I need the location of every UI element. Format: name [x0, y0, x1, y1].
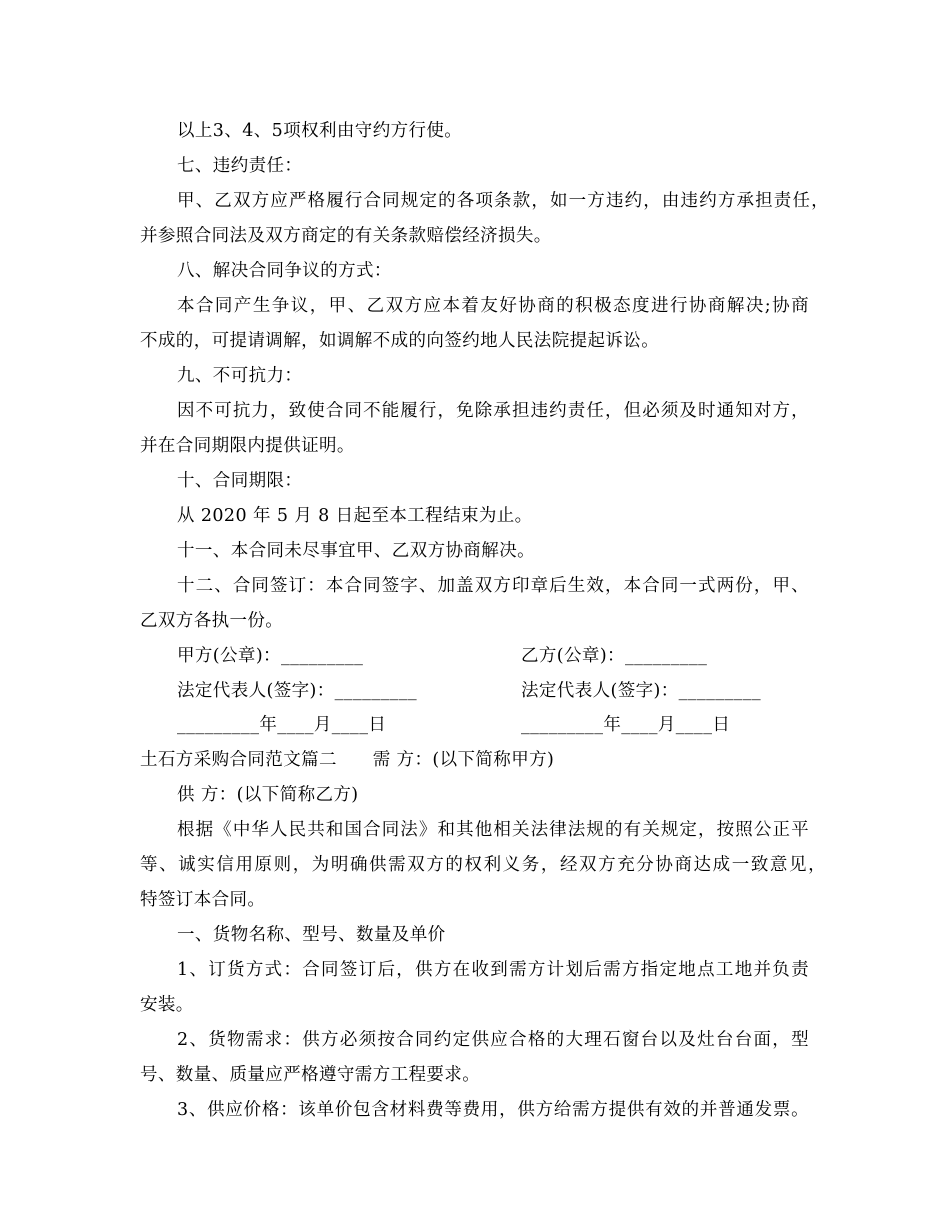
party-a-date-field: _________年____月____日 — [177, 715, 387, 735]
paragraph-line: 安装。 — [140, 995, 194, 1015]
section-heading: 七、违约责任： — [177, 156, 303, 176]
paragraph-line: 因不可抗力，致使合同不能履行，免除承担违约责任，但必须及时通知对方， — [177, 401, 809, 421]
paragraph-line: 乙双方各执一份。 — [140, 611, 284, 631]
paragraph-line: 从 2020 年 5 月 8 日起至本工程结束为止。 — [177, 506, 533, 526]
paragraph-line: 甲、乙双方应严格履行合同规定的各项条款，如一方违约，由违约方承担责任， — [177, 191, 829, 211]
section-heading: 九、不可抗力： — [177, 366, 303, 386]
section-heading: 十、合同期限： — [177, 471, 303, 491]
paragraph-line: 根据《中华人民共和国合同法》和其他相关法律法规的有关规定，按照公正平 — [177, 820, 809, 840]
paragraph-line: 以上3、4、5项权利由守约方行使。 — [177, 121, 463, 141]
document-title-line: 土石方采购合同范文篇二 需 方：(以下简称甲方) — [140, 750, 555, 770]
paragraph-line: 等、诚实信用原则，为明确供需双方的权利义务，经双方充分协商达成一致意见， — [140, 855, 826, 875]
party-b-date-field: _________年____月____日 — [521, 715, 731, 735]
party-b-seal-field: 乙方(公章)：_________ — [521, 646, 708, 666]
paragraph-line: 并在合同期限内提供证明。 — [140, 436, 355, 456]
paragraph-line: 2、货物需求：供方必须按合同约定供应合格的大理石窗台以及灶台台面，型 — [177, 1030, 809, 1050]
party-b-representative-field: 法定代表人(签字)：_________ — [521, 681, 762, 701]
paragraph-line: 不成的，可提请调解，如调解不成的向签约地人民法院提起诉讼。 — [140, 331, 660, 351]
paragraph-line: 特签订本合同。 — [140, 890, 266, 910]
party-a-seal-field: 甲方(公章)：_________ — [177, 646, 364, 666]
paragraph-line: 并参照合同法及双方商定的有关条款赔偿经济损失。 — [140, 226, 552, 246]
section-heading: 一、货物名称、型号、数量及单价 — [177, 925, 446, 945]
paragraph-line: 3、供应价格：该单价包含材料费等费用，供方给需方提供有效的并普通发票。 — [177, 1100, 809, 1120]
party-a-representative-field: 法定代表人(签字)：_________ — [177, 681, 418, 701]
paragraph-line: 供 方：(以下简称乙方) — [177, 785, 359, 805]
section-heading: 十二、合同签订：本合同签字、加盖双方印章后生效，本合同一式两份，甲、 — [177, 576, 809, 596]
section-heading: 十一、本合同未尽事宜甲、乙双方协商解决。 — [177, 541, 535, 561]
paragraph-line: 1、订货方式：合同签订后，供方在收到需方计划后需方指定地点工地并负责 — [177, 960, 809, 980]
section-heading: 八、解决合同争议的方式： — [177, 261, 392, 281]
paragraph-line: 本合同产生争议，甲、乙双方应本着友好协商的积极态度进行协商解决;协商 — [177, 296, 809, 316]
paragraph-line: 号、数量、质量应严格遵守需方工程要求。 — [140, 1065, 481, 1085]
